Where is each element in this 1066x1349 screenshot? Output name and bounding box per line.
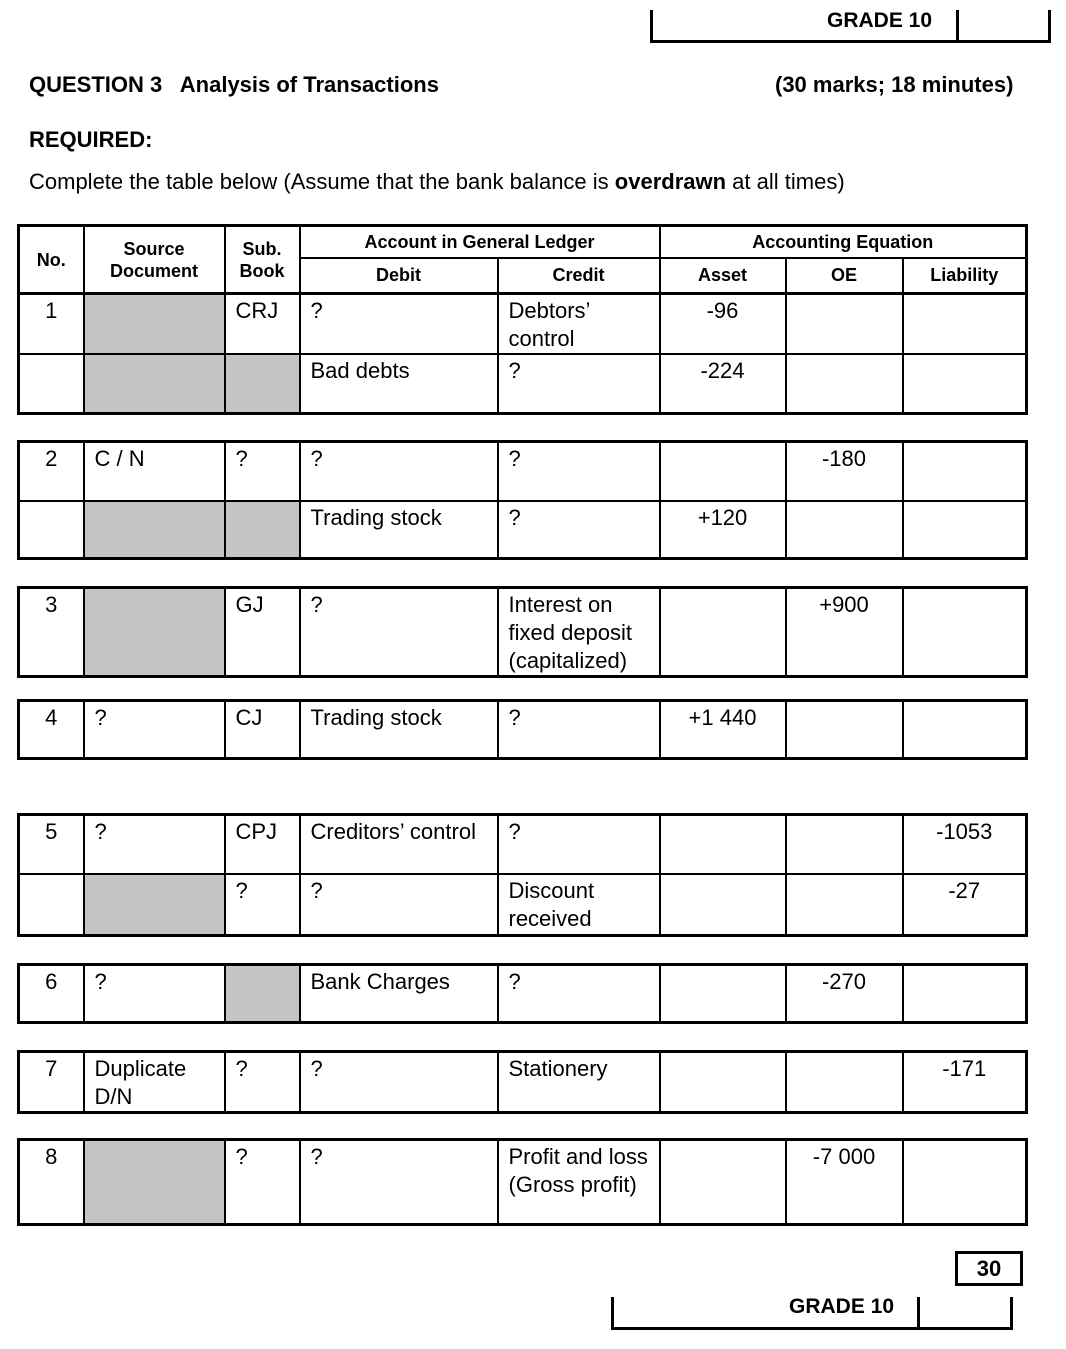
total-marks-box: 30 — [955, 1251, 1023, 1286]
cell-credit: ? — [498, 815, 660, 874]
cell-no: 4 — [19, 701, 84, 759]
cell-credit: Discount received — [498, 874, 660, 936]
cell-debit: Bank Charges — [300, 965, 498, 1023]
cell-book — [225, 501, 300, 559]
cell-asset — [660, 815, 786, 874]
grade-label-bottom: GRADE 10 — [789, 1295, 895, 1318]
cell-source: ? — [84, 965, 225, 1023]
table-row — [19, 294, 1027, 355]
cell-source — [84, 354, 225, 413]
grade-box-bottom-divider — [917, 1297, 920, 1327]
instruction-post: at all times) — [726, 169, 845, 194]
cell-asset: +1 440 — [660, 701, 786, 759]
transaction-table-6 — [17, 963, 1028, 1024]
grade-box-top-divider — [956, 10, 959, 40]
cell-source: ? — [84, 701, 225, 759]
header-credit: Credit — [498, 258, 660, 294]
cell-credit: Interest on fixed deposit (capitalized) — [498, 588, 660, 677]
cell-credit: Stationery — [498, 1052, 660, 1113]
cell-credit: ? — [498, 701, 660, 759]
cell-oe — [786, 501, 903, 559]
cell-oe — [786, 701, 903, 759]
transaction-table-1 — [17, 292, 1028, 415]
cell-debit: Bad debts — [300, 354, 498, 413]
cell-book — [225, 965, 300, 1023]
table-row — [19, 1052, 1027, 1113]
cell-oe: +900 — [786, 588, 903, 677]
cell-debit: ? — [300, 1052, 498, 1113]
question-marks: (30 marks; 18 minutes) — [775, 72, 1014, 97]
cell-liability — [903, 1140, 1027, 1225]
cell-liability — [903, 354, 1027, 413]
cell-book: ? — [225, 1052, 300, 1113]
cell-credit: ? — [498, 442, 660, 501]
cell-credit: ? — [498, 965, 660, 1023]
cell-oe: -180 — [786, 442, 903, 501]
table-header — [17, 224, 1028, 295]
cell-no: 7 — [19, 1052, 84, 1113]
cell-liability: -27 — [903, 874, 1027, 936]
cell-book: ? — [225, 874, 300, 936]
cell-liability — [903, 294, 1027, 355]
table-row — [19, 501, 1027, 559]
cell-debit: ? — [300, 294, 498, 355]
instruction-bold: overdrawn — [614, 169, 727, 194]
cell-no: 2 — [19, 442, 84, 501]
transaction-table-7 — [17, 1050, 1028, 1114]
header-debit: Debit — [300, 258, 498, 294]
cell-asset — [660, 1140, 786, 1225]
cell-no: 6 — [19, 965, 84, 1023]
cell-liability — [903, 701, 1027, 759]
cell-no — [19, 874, 84, 936]
required-heading: REQUIRED: — [29, 127, 153, 152]
cell-book: ? — [225, 442, 300, 501]
cell-book: CJ — [225, 701, 300, 759]
cell-source: Duplicate D/N — [84, 1052, 225, 1113]
cell-asset: +120 — [660, 501, 786, 559]
cell-book: GJ — [225, 588, 300, 677]
cell-liability — [903, 965, 1027, 1023]
table-row — [19, 1140, 1027, 1225]
cell-debit: ? — [300, 588, 498, 677]
grade-label-top: GRADE 10 — [827, 9, 933, 32]
cell-source — [84, 588, 225, 677]
transaction-table-3 — [17, 586, 1028, 678]
cell-no: 1 — [19, 294, 84, 355]
header-sub-book: Sub. Book — [225, 226, 300, 294]
cell-asset: -96 — [660, 294, 786, 355]
cell-source — [84, 874, 225, 936]
cell-debit: Creditors’ control — [300, 815, 498, 874]
cell-oe: -7 000 — [786, 1140, 903, 1225]
cell-book: CRJ — [225, 294, 300, 355]
cell-asset — [660, 965, 786, 1023]
cell-asset — [660, 588, 786, 677]
table-row — [19, 701, 1027, 759]
cell-credit: Debtors’ control — [498, 294, 660, 355]
header-source-document: Source Document — [84, 226, 225, 294]
cell-source: ? — [84, 815, 225, 874]
cell-debit: Trading stock — [300, 501, 498, 559]
table-row — [19, 874, 1027, 936]
cell-liability — [903, 588, 1027, 677]
cell-debit: Trading stock — [300, 701, 498, 759]
cell-no: 3 — [19, 588, 84, 677]
cell-oe — [786, 294, 903, 355]
instruction-pre: Complete the table below (Assume that the bank balance is — [29, 169, 615, 194]
cell-no: 5 — [19, 815, 84, 874]
cell-liability: -171 — [903, 1052, 1027, 1113]
cell-source — [84, 501, 225, 559]
table-row — [19, 354, 1027, 413]
cell-book: ? — [225, 1140, 300, 1225]
cell-oe: -270 — [786, 965, 903, 1023]
cell-credit: ? — [498, 501, 660, 559]
header-general-ledger: Account in General Ledger — [300, 226, 660, 258]
cell-no — [19, 501, 84, 559]
cell-no: 8 — [19, 1140, 84, 1225]
transaction-table-8 — [17, 1138, 1028, 1226]
header-accounting-equation: Accounting Equation — [660, 226, 1027, 258]
cell-source — [84, 1140, 225, 1225]
transaction-table-4 — [17, 699, 1028, 760]
cell-asset — [660, 1052, 786, 1113]
cell-liability — [903, 442, 1027, 501]
table-row — [19, 588, 1027, 677]
cell-oe — [786, 354, 903, 413]
cell-oe — [786, 874, 903, 936]
cell-debit: ? — [300, 442, 498, 501]
question-title: QUESTION 3 Analysis of Transactions — [29, 72, 439, 97]
cell-book — [225, 354, 300, 413]
header-oe: OE — [786, 258, 903, 294]
cell-book: CPJ — [225, 815, 300, 874]
cell-liability: -1053 — [903, 815, 1027, 874]
cell-oe — [786, 1052, 903, 1113]
transaction-table-2 — [17, 440, 1028, 560]
cell-source — [84, 294, 225, 355]
cell-no — [19, 354, 84, 413]
cell-credit: Profit and loss (Gross profit) — [498, 1140, 660, 1225]
cell-asset: -224 — [660, 354, 786, 413]
cell-oe — [786, 815, 903, 874]
cell-debit: ? — [300, 1140, 498, 1225]
table-row — [19, 815, 1027, 874]
cell-asset — [660, 442, 786, 501]
cell-credit: ? — [498, 354, 660, 413]
header-asset: Asset — [660, 258, 786, 294]
transaction-table-5 — [17, 813, 1028, 937]
table-row — [19, 965, 1027, 1023]
cell-liability — [903, 501, 1027, 559]
cell-asset — [660, 874, 786, 936]
cell-source: C / N — [84, 442, 225, 501]
cell-debit: ? — [300, 874, 498, 936]
instruction-text — [29, 169, 845, 195]
header-liability: Liability — [903, 258, 1027, 294]
header-no: No. — [19, 226, 84, 294]
table-row — [19, 442, 1027, 501]
